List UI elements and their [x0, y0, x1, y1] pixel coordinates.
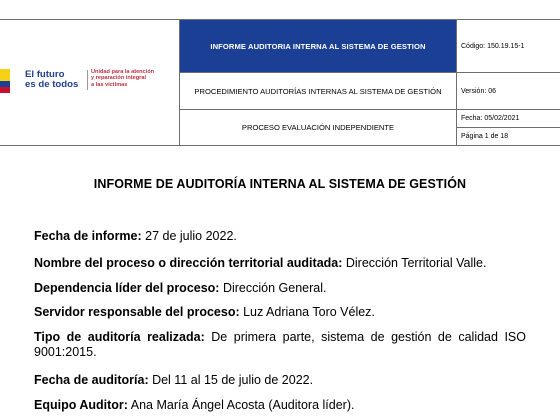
header-procedure: PROCEDIMIENTO AUDITORÍAS INTERNAS AL SISTEMA DE GESTIÓN — [180, 73, 457, 110]
audit-team-field — [34, 398, 526, 413]
field-label: Nombre del proceso o dirección territorial auditada: — [34, 256, 343, 270]
page-number: Página 1 de 18 — [457, 127, 560, 145]
responsible-servant-field — [34, 305, 526, 320]
field-value: Del 11 al 15 de julio de 2022. — [148, 373, 314, 387]
field-value: Ana María Ángel Acosta (Auditora líder). — [127, 398, 355, 412]
field-label: Tipo de auditoría realizada: — [34, 330, 205, 344]
field-label: Fecha de auditoría: — [34, 373, 149, 387]
institution-logo — [0, 20, 179, 145]
colombia-flag-icon — [0, 69, 10, 93]
field-value: Dirección Territorial Valle. — [342, 256, 487, 270]
field-value: De primera parte, sistema de gestión de calidad ISO 9001:2015. — [34, 330, 526, 359]
document-header-table — [0, 19, 560, 146]
field-label: Equipo Auditor: — [34, 398, 128, 412]
date-page-cell — [457, 110, 560, 146]
field-value: Dirección General. — [219, 281, 327, 295]
field-value: 27 de julio 2022. — [141, 229, 237, 243]
field-label: Dependencia líder del proceso: — [34, 281, 220, 295]
document-version: Versión: 06 — [457, 73, 560, 110]
logo-cell — [0, 20, 180, 146]
document-title: INFORME DE AUDITORÍA INTERNA AL SISTEMA DE GESTIÓN — [93, 177, 467, 191]
header-process: PROCESO EVALUACIÓN INDEPENDIENTE — [180, 110, 457, 146]
lead-dependency-field — [34, 281, 526, 296]
document-code: Código: 150.19.15-1 — [457, 20, 560, 73]
audit-type-field — [34, 330, 526, 360]
field-label: Fecha de informe: — [34, 229, 142, 243]
logo-slogan: El futuro es de todos — [25, 69, 79, 90]
logo-entity-name: Unidad para la atención y reparación integral a las víctimas — [91, 69, 155, 88]
document-date: Fecha: 05/02/2021 — [461, 115, 520, 122]
logo-separator — [87, 70, 88, 90]
report-date-field — [34, 229, 526, 244]
audited-process-field — [34, 256, 526, 271]
audit-date-field — [34, 373, 526, 388]
field-label: Servidor responsable del proceso: — [34, 305, 240, 319]
header-title: INFORME AUDITORIA INTERNA AL SISTEMA DE GESTION — [180, 20, 457, 73]
field-value: Luz Adriana Toro Vélez. — [239, 305, 375, 319]
